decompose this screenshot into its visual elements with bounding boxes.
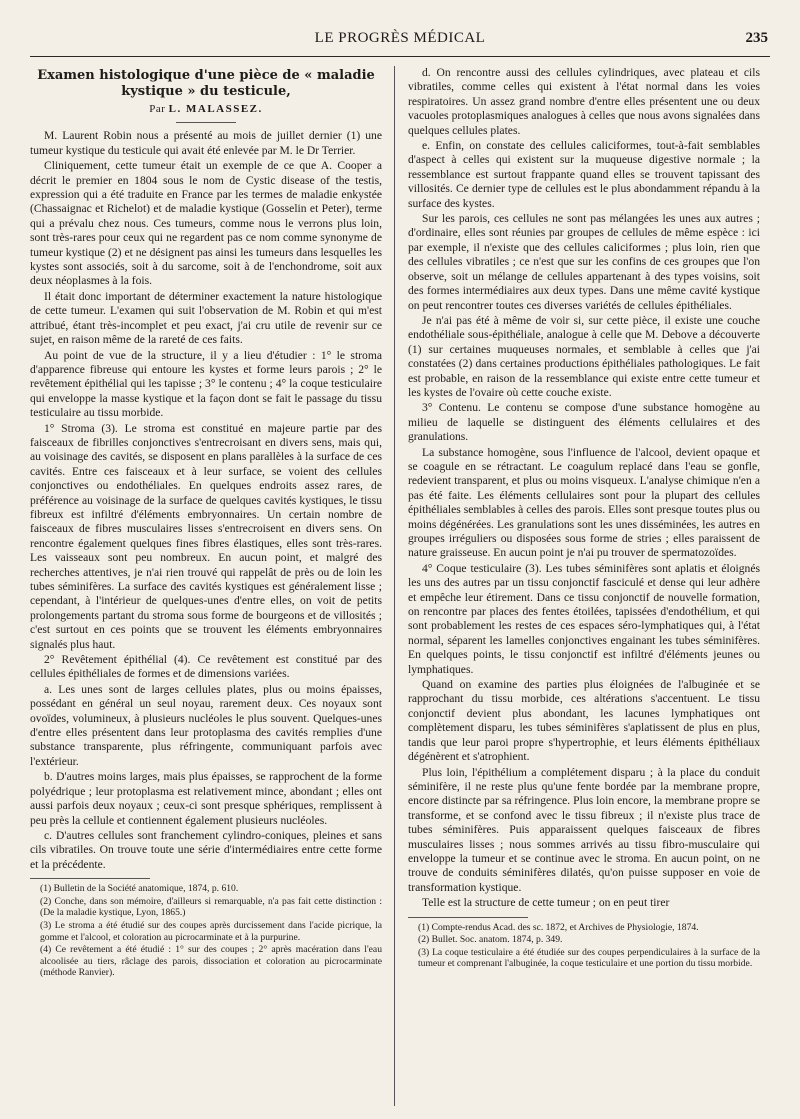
paragraph: e. Enfin, on constate des cellules caliciformes, tout-à-fait semblables d'aspect à celles qui existent sur la muqueuse digestive normale ; la ressemblance est surtout frappante quand elles se trouvent tapissant des villosités. Ce dernier type de cellules est le plus abondamment répandu à la surface des kystes.: [408, 139, 760, 210]
footnote: (3) Le stroma a été étudié sur des coupes après durcissement dans l'acide picrique, la gomme et l'alcool, et coloration au picrocarminate et à la purpurine.: [40, 919, 382, 943]
left-body-text: [30, 129, 382, 872]
byline: [30, 102, 382, 116]
footnote: (2) Conche, dans son mémoire, d'ailleurs si remarquable, n'a pas fait cette distinction : (De la maladie kystique, Lyon, 1865.): [40, 895, 382, 919]
page-number: 235: [745, 30, 768, 46]
footnote-rule: [30, 878, 150, 879]
paragraph: 4° Coque testiculaire (3). Les tubes séminifères sont aplatis et éloignés les uns des autres par un tissu conjonctif fasciculé et dense qui leur adhère et empêche leur étirement. Dans ce tissu conjonctif de nouvelle formation, on rencontre par places des fentes étoilées, tapissées d'endothélium, et qui sont probablement les restes de ces espaces séro-lymphatiques qui, à l'état normal, séparent les lamelles conjonctives engainant les tubes séminifères. En quelques points, le tissu conjonctif est infiltré d'éléments jeunes ou lymphatiques.: [408, 561, 760, 676]
header-rule: [30, 56, 770, 57]
paragraph: c. D'autres cellules sont franchement cylindro-coniques, pleines et sans cils vibratiles. On trouve toute une série d'intermédiaires entre cette forme et la précédente.: [30, 828, 382, 871]
paragraph: Il était donc important de déterminer exactement la nature histologique de cette tumeur. L'examen qui suit l'observation de M. Robin et qui m'est attribué, étant très-incomplet et peu exact, j'ai cru utile de revenir sur ce sujet, en raison même de la rareté de ces faits.: [30, 289, 382, 347]
running-title: LE PROGRÈS MÉDICAL: [314, 30, 486, 46]
right-column: [408, 66, 760, 971]
footnote: (1) Bulletin de la Société anatomique, 1874, p. 610.: [40, 883, 239, 895]
paragraph: Telle est la structure de cette tumeur ; on en peut tirer: [422, 896, 670, 910]
author-name: L. MALASSEZ.: [168, 103, 263, 115]
footnote: (4) Ce revêtement a été étudié : 1° sur des coupes ; 2° après macération dans l'eau alcoolisée au tiers, râclage des parois, dissociation et coloration au picrocarminate (méthode Ranvier).: [40, 944, 382, 979]
paragraph: 2° Revêtement épithélial (4). Ce revêtement est constitué par des cellules épithéliales de formes et de dimensions variées.: [30, 653, 382, 681]
left-column: [30, 66, 382, 980]
paragraph: Je n'ai pas été à même de voir si, sur cette pièce, il existe une couche endothéliale sous-épithéliale, analogue à celle que M. Debove a découverte (1) sur certaines muqueuses normales, et semblable à celles que j'ai constatées (2) dans certaines productions épithéliales pathologiques. Le fait est probable, en raison de la ressemblance qui existe entre cette tumeur et les kystes de l'ovaire où cette couche existe.: [408, 313, 760, 399]
running-head: [0, 30, 800, 56]
column-divider: [394, 66, 395, 1106]
footnote: (2) Bullet. Soc. anatom. 1874, p. 349.: [418, 934, 563, 946]
footnote: (3) La coque testiculaire a été étudiée sur des coupes perpendiculaires à la surface de la tumeur et comprenant l'albuginée, la coque testiculaire et une portion du tissu morbide.: [418, 946, 760, 970]
paragraph: La substance homogène, sous l'influence de l'alcool, devient opaque et se coagule en se rétractant. Le coagulum replacé dans l'eau se gonfle, redevient transparent, et plus ou moins visqueux. L'analyse chimique n'en a pas été faite. Les éléments cellulaires sont pour la plupart des cellules épithéliales semblables à celles des parois. Elles sont presque toutes plus ou moins dégénérées. Les granulations sont les unes disséminées, les autres en groupes irréguliers ou disposées sous forme de stries ; elles paraissent de nature graisseuse. En aucun point je n'ai pu trouver de spermatozoïdes.: [408, 445, 760, 560]
paragraph: Au point de vue de la structure, il y a lieu d'étudier : 1° le stroma d'apparence fibreuse qui entoure les kystes et forme leurs parois ; 2° le revêtement épithélial qui les tapisse ; 3° le contenu ; 4° la coque testiculaire qui enveloppe la masse kystique et la façon dont se fait le passage du tissu testiculaire au tissu morbide.: [30, 348, 382, 420]
paragraph: Cliniquement, cette tumeur était un exemple de ce que A. Cooper a décrit le premier en 1804 sous le nom de Cystic disease of the testis, expression qui a été traduite en France par les termes de maladie enkystée (Chassaignac et Richelot) et de maladie kystique (Gosselin et Peter), terme qui a prévalu chez nous. Ces tumeurs, comme nous le verrons plus loin, sont très-rares pour ceux qui ne regardent pas ce nom comme synonyme de tumeur kystique (2) et ne désignent pas ainsi les tumeurs dans lesquelles les kystes sont associés, soit à du sarcome, soit à de l'enchondrome, soit aux deux néoplasmes à la fois.: [30, 159, 382, 288]
paragraph: d. On rencontre aussi des cellules cylindriques, avec plateau et cils vibratiles, comme celles qui existent à l'état normal dans les voies respiratoires. Un assez grand nombre d'entre elles présentent une ou deux vacuoles protoplasmiques analogues à celles que nous avons signalées dans quelques cellules plates.: [408, 66, 760, 137]
footnote: (1) Compte-rendus Acad. des sc. 1872, et Archives de Physiologie, 1874.: [418, 921, 699, 933]
footnote-rule: [408, 917, 528, 918]
paragraph: M. Laurent Robin nous a présenté au mois de juillet dernier (1) une tumeur kystique du testicule qui avait été enlevée par M. le Dr Terrier.: [30, 129, 382, 157]
paragraph: 3° Contenu. Le contenu se compose d'une substance homogène au milieu de laquelle se distinguent des éléments cellulaires et des granulations.: [408, 401, 760, 444]
left-footnotes: [30, 883, 382, 979]
byline-prefix: Par: [149, 103, 166, 115]
paragraph: Sur les parois, ces cellules ne sont pas mélangées les unes aux autres ; d'ordinaire, elles sont réunies par groupes de cellules de même espèce : ici par exemple, il n'existe que des cellules caliciformes ; plus loin, rien que des cellules vibratiles ; ce n'est que sur les confins de ces groupes que l'on observe, soit un mélange de cellules appartenant à des types voisins, soit des formes intermédiaires aux deux types. Dans une même cavité kystique on peut rencontrer toutes ces diverses variétés de cellules épithéliales.: [408, 212, 760, 312]
right-footnotes: [408, 922, 760, 970]
paragraph: Quand on examine des parties plus éloignées de l'albuginée et se rapprochant du tissu morbide, ces altérations s'accentuent. Le tissu conjonctif devient plus abondant, les lacunes lymphatiques ont complètement disparu, les tubes séminifères s'aplatissent de plus en plus, tandis que leur paroi propre s'hypertrophie, et leurs éléments épithéliaux dégénèrent et s'atrophient.: [408, 678, 760, 764]
paragraph: Plus loin, l'épithélium a complétement disparu ; à la place du conduit séminifère, il ne reste plus qu'une fente bordée par la membrane propre, encore distincte par sa réfringence. Plus loin encore, la membrane propre se transforme, et se confond avec le tissu fibreux ; il n'existe plus trace de tubes séminifères. Puis apparaissent quelques faisceaux de fibres musculaires lisses ; nous sommes arrivés au tissu fibro-musculaire qui enveloppe la tumeur et se continue avec le stroma. En aucun point, on ne trouve de conduits séminifères dilatés, qu'on puisse supposer en voie de transformation kystique.: [408, 765, 760, 894]
paragraph: a. Les unes sont de larges cellules plates, plus ou moins épaisses, possédant en général un seul noyau, rarement deux. Ces noyaux sont ovoïdes, volumineux, à plusieurs nucléoles le plus souvent. Quelques-unes d'entre elles présentent dans leur protoplasma des cavités remplies d'une substance transparente, plus réfringente, communiquant parfois avec l'extérieur.: [30, 682, 382, 768]
article-title: Examen histologique d'une pièce de « maladie kystique » du testicule,: [37, 68, 375, 99]
paragraph: b. D'autres moins larges, mais plus épaisses, se rapprochent de la forme polyédrique ; leur protoplasma est relativement mince, abondant ; elles ont aussi parfois deux noyaux ; ceux-ci sont presque sphériques, remplissent à peu près la cellule et contiennent également plusieurs nucléoles.: [30, 770, 382, 827]
right-body-text: [408, 66, 760, 911]
paragraph: 1° Stroma (3). Le stroma est constitué en majeure partie par des faisceaux de fibrilles conjonctives s'entrecroisant en divers sens, mais qui, au voisinage des cavités, se disposent en plans parallèles à la surface de ces cavités. Entre ces faisceaux et à leur surface, se voient des cellules conjonctives ou endothéliales. En quelques endroits assez rares, de préférence au voisinage de la surface de quelques cavités kystiques, le tissu fibreux est infiltré d'éléments embryonnaires. Un certain nombre de faisceaux de fibres musculaires lisses s'entrecroisent en divers sens. On rencontre également quelques fines fibres élastiques, elles sont très-rares. Les vaisseaux sont peu nombreux. En aucun point, et malgré des recherches attentives, je n'ai rien trouvé qui rappelât de près ou de loin les tubes séminifères. La surface des cavités kystiques est généralement lisse ; cependant, à l'intérieur de quelques-unes d'entre elles, on voit de petits prolongements partant du stroma sous forme de bourgeons et de villosités ; c'est surtout en ces points que se trouvent les éléments embryonnaires signalés plus haut.: [30, 421, 382, 651]
title-rule: [176, 122, 236, 123]
